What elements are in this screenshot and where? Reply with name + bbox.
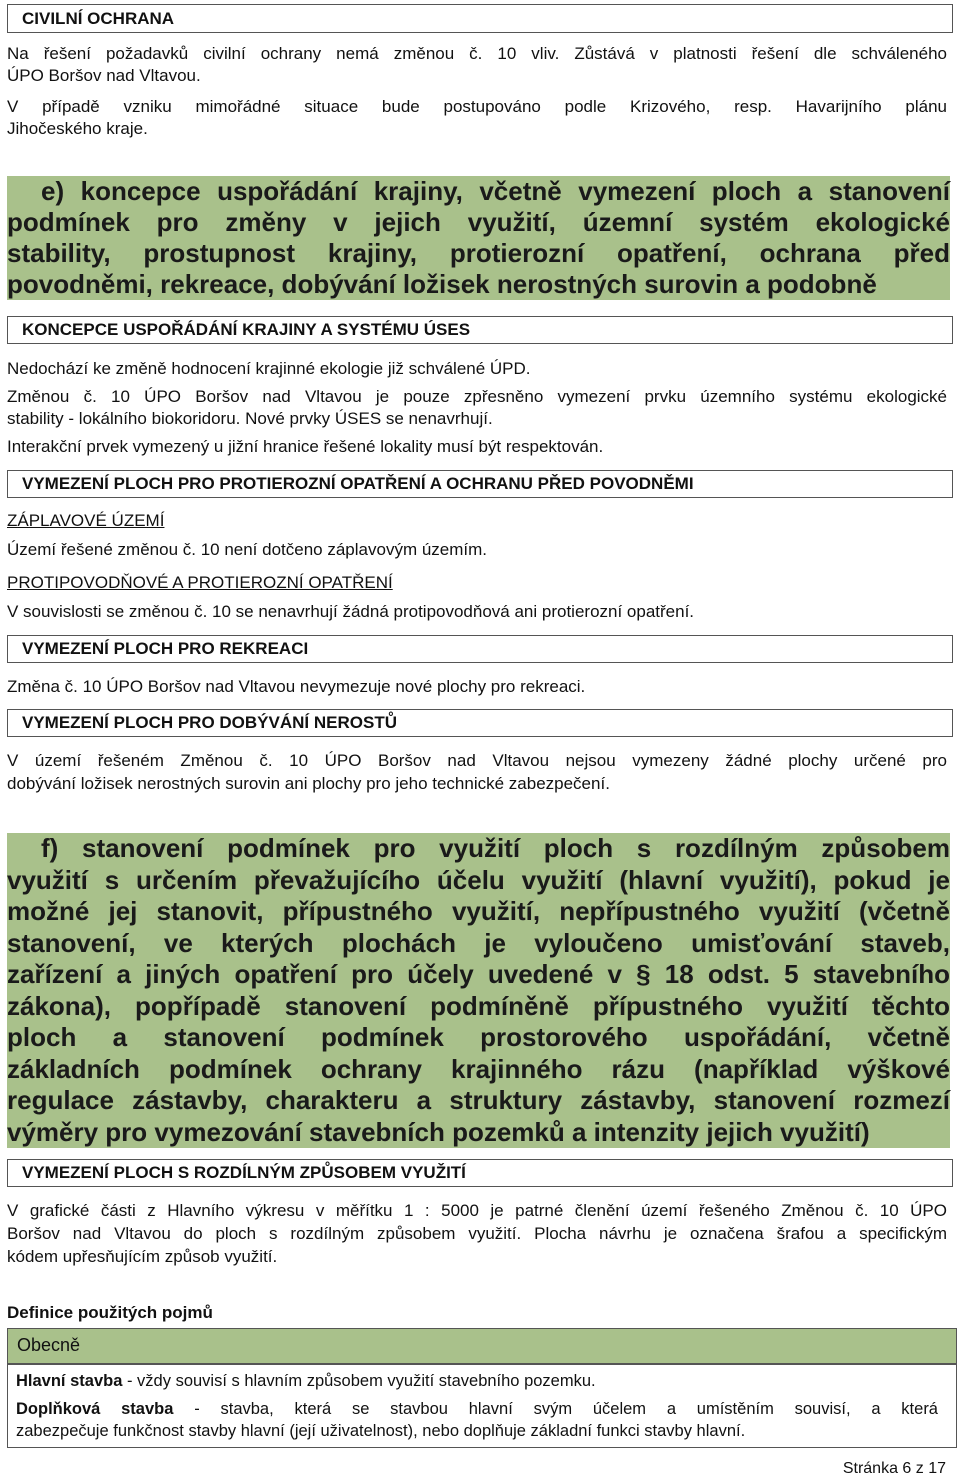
obecne-header <box>7 1328 957 1364</box>
civil-p1-line2: ÚPO Boršov nad Vltavou. <box>7 66 201 85</box>
rekreace-p: Změna č. 10 ÚPO Boršov nad Vltavou nevymezuje nové plochy pro rekreaci. <box>7 677 586 696</box>
section-f-heading-line: f) stanovení podmínek pro využití ploch s rozdílným způsobem <box>7 833 950 865</box>
rozdilny-p-line1: V grafické části z Hlavního výkresu v měřítku 1 : 5000 je patrné členění území řešeného Změnou č. 10 ÚPO <box>7 1201 947 1220</box>
section-f-heading-line: využití s určením převažujícího účelu využití (hlavní využití), pokud je <box>7 864 950 895</box>
koncepce-p3: Interakční prvek vymezený u jižní hranice řešené lokality musí být respektován. <box>7 437 604 456</box>
section-f-heading-line: stanovení, ve kterých plochách je vyloučeno umisťování staveb, <box>7 927 950 958</box>
civil-p2-line1: V případě vzniku mimořádné situace bude postupováno podle Krizového, resp. Havarijního plánu <box>7 97 947 116</box>
rekreace-title: VYMEZENÍ PLOCH PRO REKREACI <box>7 635 953 663</box>
koncepce-title: KONCEPCE USPOŘÁDÁNÍ KRAJINY A SYSTÉMU ÚSES <box>7 316 953 344</box>
civil-p1-line1: Na řešení požadavků civilní ochrany nemá změnou č. 10 vliv. Zůstává v platnosti řešení dle schváleného <box>7 44 947 63</box>
hlavni-definition <box>16 1370 938 1392</box>
section-f-heading-line: výměry pro vymezování stavebních pozemků a intenzity jejich využití) <box>7 1117 950 1149</box>
page-number: Stránka 6 z 17 <box>842 1460 946 1477</box>
section-f-heading-line: regulace zástavby, charakteru a struktury zástavby, stanovení rozmezí <box>7 1085 950 1115</box>
rozdilny-title: VYMEZENÍ PLOCH S ROZDÍLNÝM ZPŮSOBEM VYUŽITÍ <box>7 1159 953 1187</box>
obecne-label: Obecně <box>17 1335 81 1355</box>
doplnkova-definition-line2: zabezpečuje funkčnost stavby hlavní (její uživatelnost), nebo doplňuje základní funkci stavby hlavní. <box>16 1422 746 1440</box>
section-f-heading-line: zařízení a jiných opatření pro účely uvedené v § 18 odst. 5 stavebního <box>7 959 950 989</box>
rozdilny-p-line2: Boršov nad Vltavou do ploch s rozdílným způsobem využití. Plocha návrhu je označena šrafou a specifickým <box>7 1224 947 1243</box>
protierozni-title: VYMEZENÍ PLOCH PRO PROTIEROZNÍ OPATŘENÍ A OCHRANU PŘED POVODNĚMI <box>7 470 953 498</box>
section-e-heading <box>7 176 950 300</box>
doplnkova-definition-line1 <box>16 1398 938 1420</box>
koncepce-p2-line2: stability - lokálního biokoridoru. Nové prvky ÚSES se nenavrhují. <box>7 409 493 428</box>
hlavni-text: - vždy souvisí s hlavním způsobem využití stavebního pozemku. <box>122 1372 596 1390</box>
doplnkova-term: Doplňková stavba <box>16 1400 174 1418</box>
nerosty-title: VYMEZENÍ PLOCH PRO DOBÝVÁNÍ NEROSTŮ <box>7 709 953 737</box>
nerosty-p-line1: V území řešeném Změnou č. 10 ÚPO Boršov nad Vltavou nejsou vymezeny žádné plochy určené pro <box>7 751 947 770</box>
koncepce-p2-line1: Změnou č. 10 ÚPO Boršov nad Vltavou je pouze zpřesněno vymezení prvku územního systému ekologické <box>7 387 947 406</box>
koncepce-p1: Nedochází ke změně hodnocení krajinné ekologie již schválené ÚPD. <box>7 359 531 378</box>
doplnkova-text-line1: - stavba, která se stavbou hlavní svým účelem a umístěním souvisí, a která <box>173 1400 938 1418</box>
section-e-heading-line: stability, prostupnost krajiny, protierozní opatření, ochrana před <box>7 238 950 268</box>
civil-title: CIVILNÍ OCHRANA <box>7 4 953 33</box>
zaplavove-title: ZÁPLAVOVÉ ÚZEMÍ <box>7 511 165 530</box>
section-f-heading-line: zákona), popřípadě stanovení podmíněně přípustného využití těchto <box>7 990 950 1021</box>
section-e-heading-line: povodněmi, rekreace, dobývání ložisek nerostných surovin a podobně <box>7 269 950 300</box>
protipovodnove-title: PROTIPOVODŇOVÉ A PROTIEROZNÍ OPATŘENÍ <box>7 573 393 592</box>
definice-title: Definice použitých pojmů <box>7 1303 213 1322</box>
section-f-heading <box>7 833 950 1148</box>
protipovodnove-p: V souvislosti se změnou č. 10 se nenavrhují žádná protipovodňová ani protierozní opatření. <box>7 602 695 621</box>
section-f-heading-line: základních podmínek ochrany krajinného rázu (například výškové <box>7 1053 950 1084</box>
civil-p2-line2: Jihočeského kraje. <box>7 119 148 138</box>
rozdilny-p-line3: kódem upřesňujícím způsob využití. <box>7 1247 278 1266</box>
nerosty-p-line2: dobývání ložisek nerostných surovin ani plochy pro jeho technické zabezpečení. <box>7 774 610 793</box>
hlavni-term: Hlavní stavba <box>16 1372 123 1390</box>
section-f-heading-line: možné jej stanovit, přípustného využití, nepřípustného využití (včetně <box>7 896 950 926</box>
section-f-heading-line: ploch a stanovení podmínek prostorového uspořádání, včetně <box>7 1022 950 1052</box>
section-e-heading-line: e) koncepce uspořádání krajiny, včetně vymezení ploch a stanovení <box>7 176 950 207</box>
zaplavove-p: Území řešené změnou č. 10 není dotčeno záplavovým územím. <box>7 540 488 559</box>
section-e-heading-line: podmínek pro změny v jejich využití, územní systém ekologické <box>7 207 950 237</box>
